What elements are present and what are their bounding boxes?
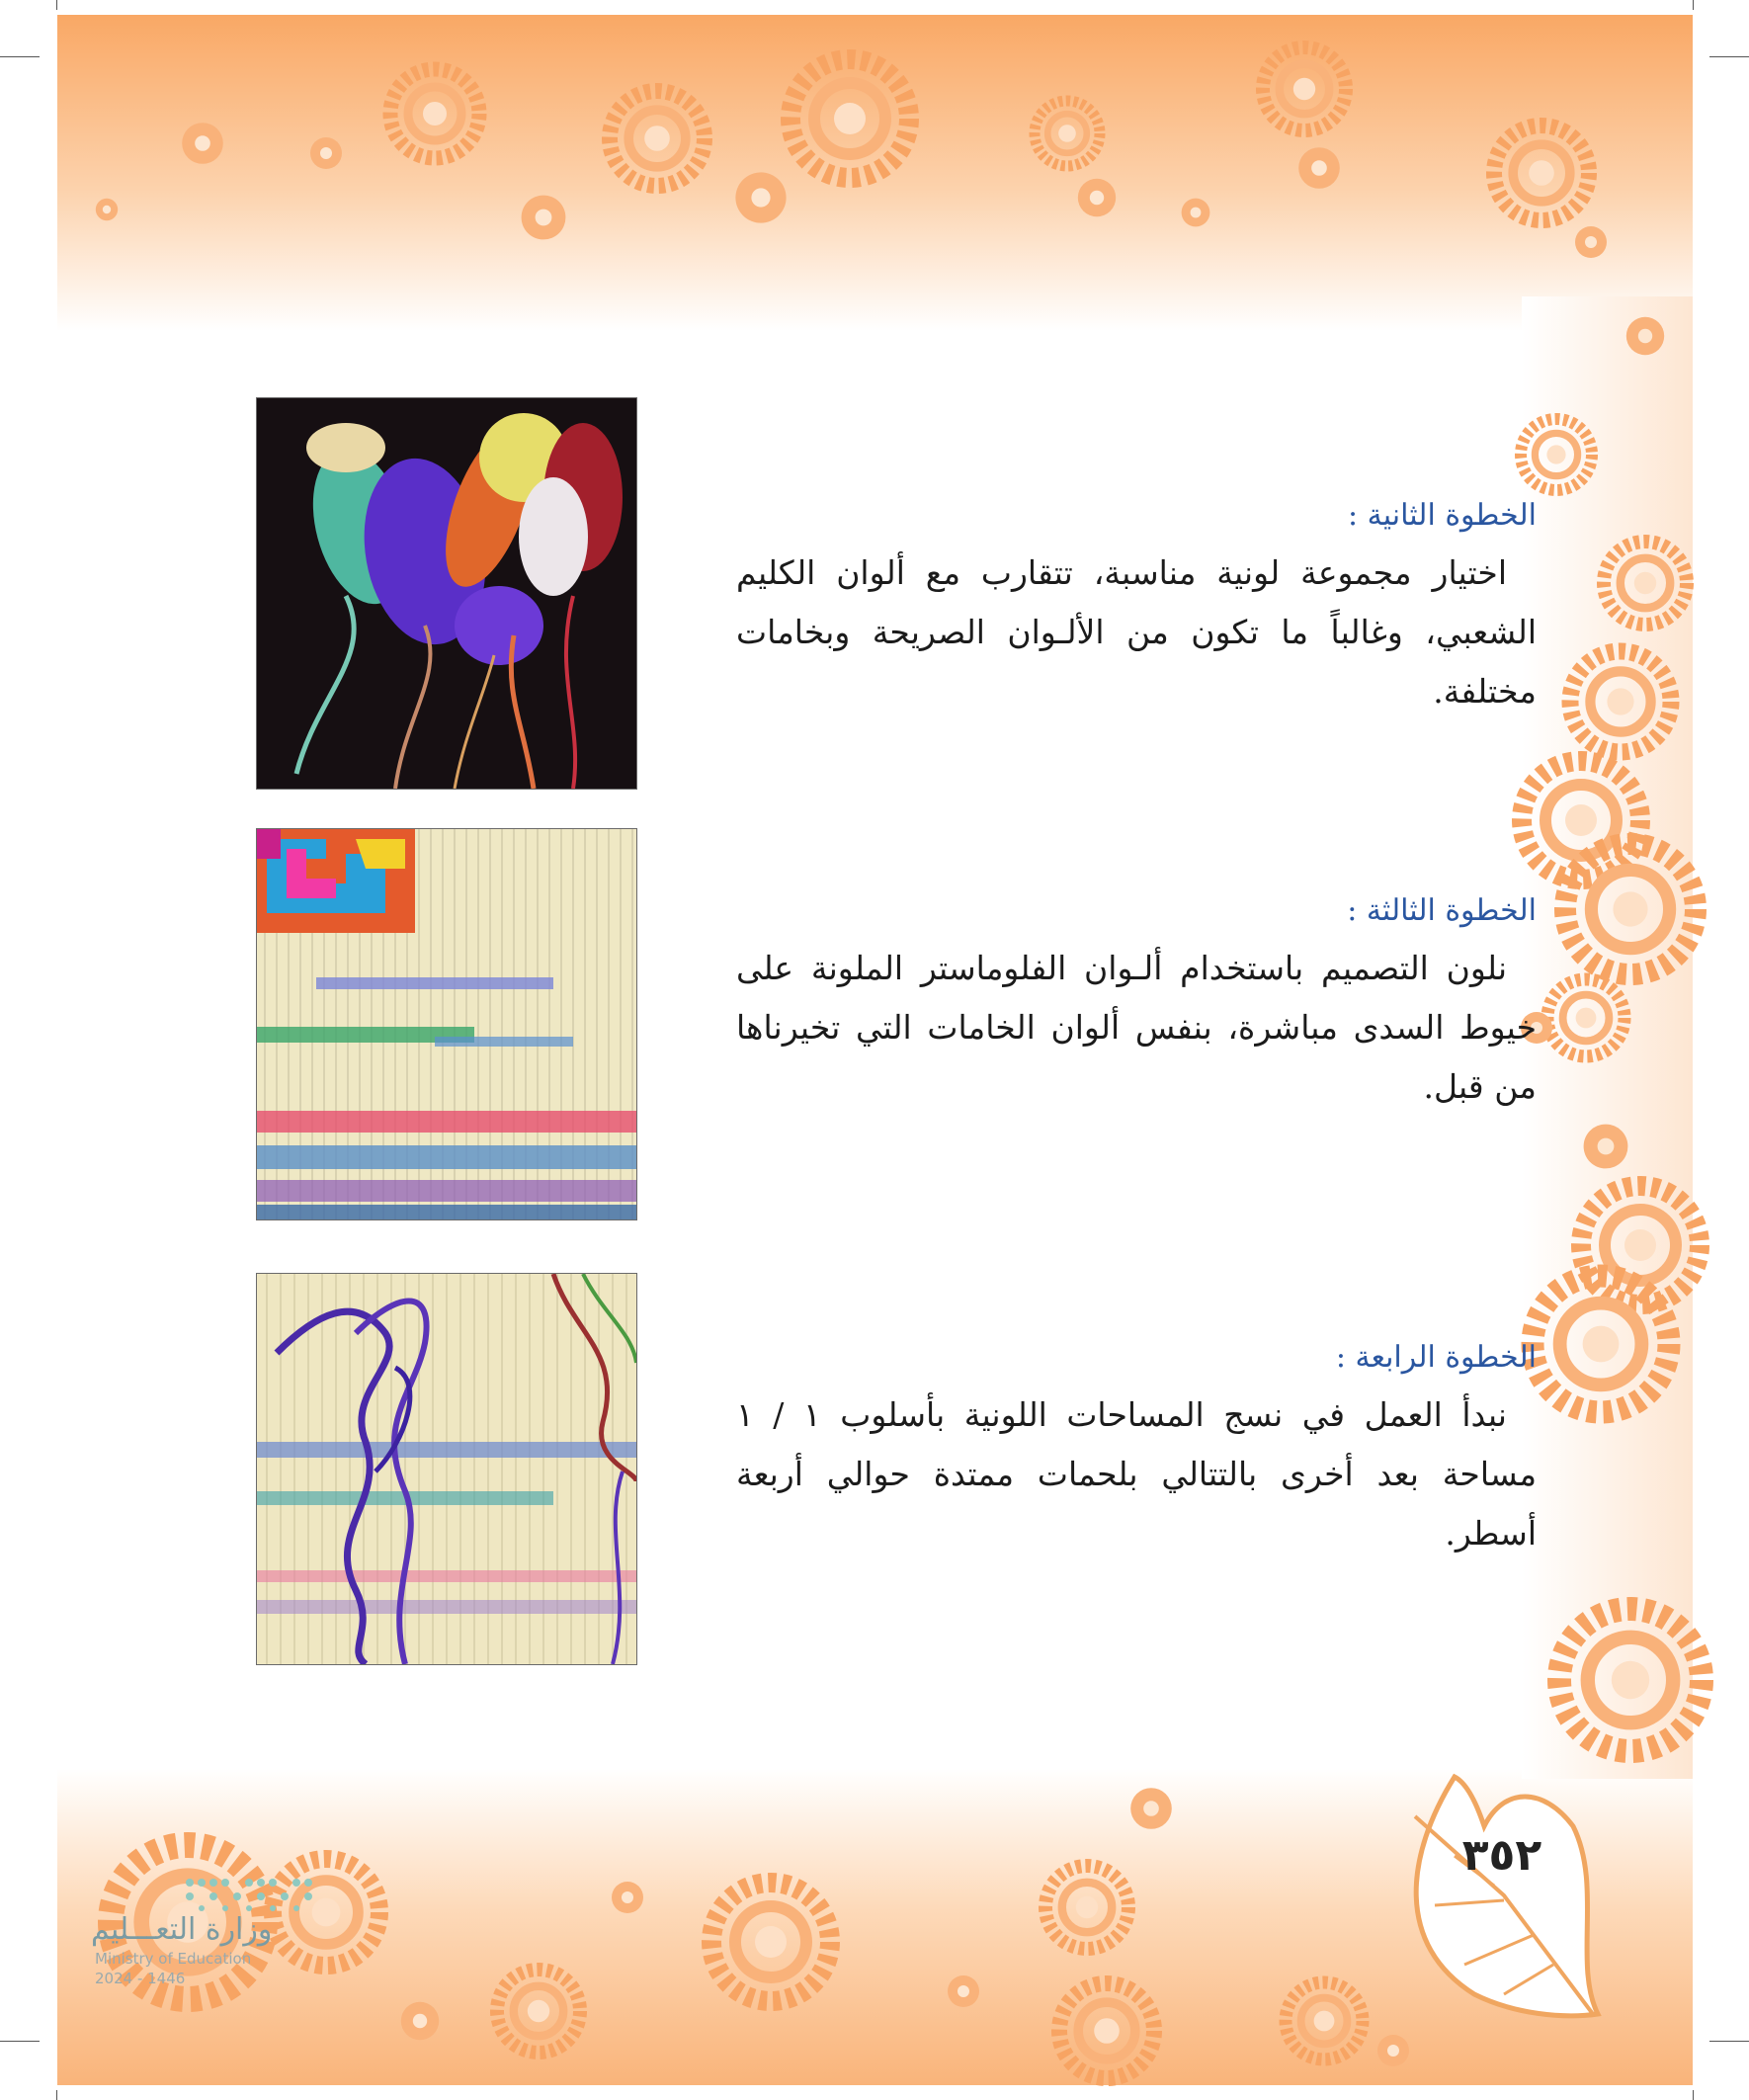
- ministry-arabic-name: وزارة التعـــليم: [91, 1912, 273, 1947]
- leaf-icon: [1395, 1767, 1603, 2024]
- ministry-logo: [91, 1873, 328, 1987]
- crop-mark: [1709, 2041, 1749, 2042]
- yarn-bundles-photo: [256, 397, 637, 790]
- step-two: [736, 494, 1537, 721]
- crop-mark: [1709, 56, 1749, 57]
- ministry-dots-icon: [180, 1873, 348, 1912]
- crop-mark: [0, 2041, 40, 2042]
- ministry-year: 2024 - 1446: [95, 1970, 186, 1987]
- crop-mark: [0, 56, 40, 57]
- weaving-in-progress-photo: [256, 1273, 637, 1665]
- step-three-body: نلون التصميم باستخدام ألـوان الفلوماستر الملونة على خيوط السدى مباشرة، بنفس ألوان الخامات التي تخيرناها من قبل.: [736, 949, 1537, 1106]
- crop-mark: [1693, 0, 1694, 10]
- ministry-english-name: Ministry of Education: [95, 1950, 252, 1968]
- step-two-body: اختيار مجموعة لونية مناسبة، تتقارب مع ألوان الكليم الشعبي، وغالباً ما تكون من الألـوان الصريحة وبخامات مختلفة.: [736, 553, 1537, 711]
- step-four-title: الخطوة الرابعة :: [1335, 1340, 1537, 1375]
- step-three-title: الخطوة الثالثة :: [1347, 893, 1537, 928]
- step-four: [736, 1336, 1537, 1563]
- yarn-bundles-image: [257, 398, 636, 789]
- crop-mark: [56, 0, 57, 10]
- page-number: ٣٥٢: [1461, 1830, 1542, 1881]
- colored-warp-threads-photo: [256, 828, 637, 1220]
- warp-threads-image: [257, 829, 636, 1219]
- crop-mark: [56, 2090, 57, 2100]
- step-two-title: الخطوة الثانية :: [1347, 498, 1537, 533]
- page-number-leaf: [1395, 1767, 1603, 2024]
- step-four-body: نبدأ العمل في نسج المساحات اللونية بأسلوب ١ / ١ مساحة بعد أخرى بالتتالي بلحمات ممتدة حوالي أربعة أسطر.: [736, 1395, 1537, 1553]
- crop-mark: [1693, 2090, 1694, 2100]
- step-three: [736, 889, 1537, 1117]
- weaving-image: [257, 1274, 636, 1664]
